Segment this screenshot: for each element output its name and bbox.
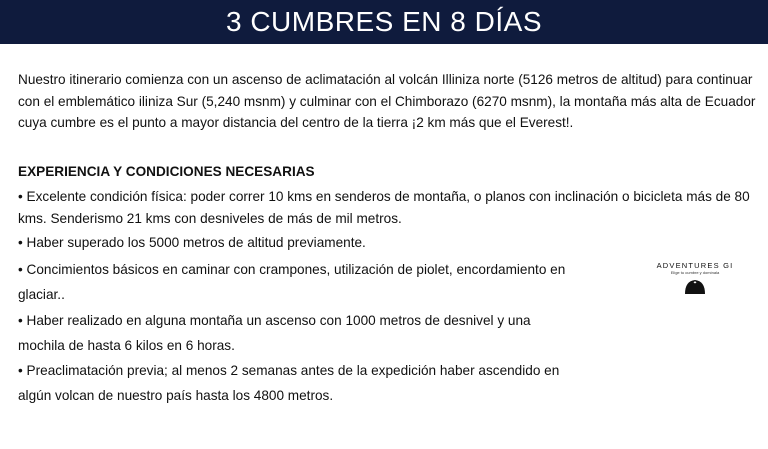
requirement-item: • Haber realizado en alguna montaña un ascenso con 1000 metros de desnivel y una mochila de hasta 6 kilos en 6 horas. [18, 313, 531, 353]
intro-paragraph: Nuestro itinerario comienza con un ascenso de aclimatación al volcán Illiniza norte (5126 metros de altitud) para continuar con el emblemático iliniza Sur (5,240 msnm) y culminar con el Chimborazo (6270 msnm), la montaña más alta de Ecuador cuya cumbre es el punto a mayor distancia del centro de la tierra ¡2 km más que el Everest!. [18, 72, 756, 130]
mountain-icon [683, 278, 707, 294]
logo-name: ADVENTURES GI [656, 261, 734, 270]
requirement-item: • Concimientos básicos en caminar con crampones, utilización de piolet, encordamiento en glaciar.. [18, 262, 566, 302]
page-title: 3 CUMBRES EN 8 DÍAS [225, 6, 543, 37]
logo-tagline: Elige tu cumbre y domínala [670, 270, 720, 275]
requirement-item: • Haber superado los 5000 metros de altitud previamente. [18, 235, 366, 250]
requirement-item: • Preaclimatación previa; al menos 2 semanas antes de la expedición haber ascendido en algún volcan de nuestro país hasta los 4800 metros. [18, 363, 560, 403]
title-banner [0, 0, 768, 44]
requirement-item: • Excelente condición física: poder correr 10 kms en senderos de montaña, o planos con inclinación o bicicleta más de 80 kms. Senderismo 21 kms con desniveles de más de mil metros. [18, 189, 750, 226]
brand-logo [650, 261, 740, 301]
section-title: EXPERIENCIA Y CONDICIONES NECESARIAS [18, 164, 315, 179]
